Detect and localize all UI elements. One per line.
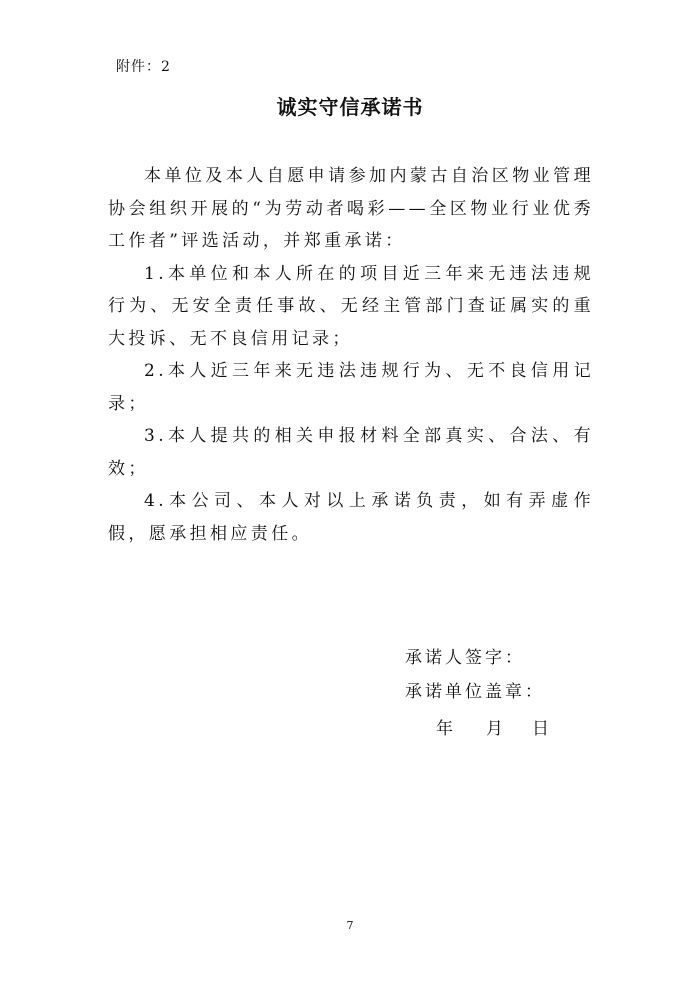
commitment-item-3: 3.本人提共的相关申报材料全部真实、合法、有效； (108, 426, 594, 479)
attachment-label: 附件：2 (116, 59, 171, 75)
page-number: 7 (346, 919, 354, 932)
intro-paragraph: 本单位及本人自愿申请参加内蒙古自治区物业管理协会组织开展的“为劳动者喝彩——全区物业行业优秀工作者”评选活动，并郑重承诺： (108, 166, 594, 251)
unit-seal-label: 承诺单位盖章： (405, 682, 545, 702)
commitment-item-1: 1.本单位和本人所在的项目近三年来无违法违规行为、无安全责任事故、无经主管部门查证属实的重大投诉、无不良信用记录； (108, 263, 594, 349)
commitment-item-2: 2.本人近三年来无违法违规行为、无不良信用记录； (108, 361, 594, 414)
document-title: 诚实守信承诺书 (276, 95, 424, 119)
date-day-label: 日 (532, 719, 549, 739)
date-year-label: 年 (436, 719, 453, 739)
commitment-item-4: 4.本公司、本人对以上承诺负责，如有弄虚作假，愿承担相应责任。 (108, 491, 594, 544)
commitment-body (108, 160, 594, 550)
signer-signature-label: 承诺人签字： (405, 648, 525, 668)
date-month-label: 月 (486, 719, 503, 739)
